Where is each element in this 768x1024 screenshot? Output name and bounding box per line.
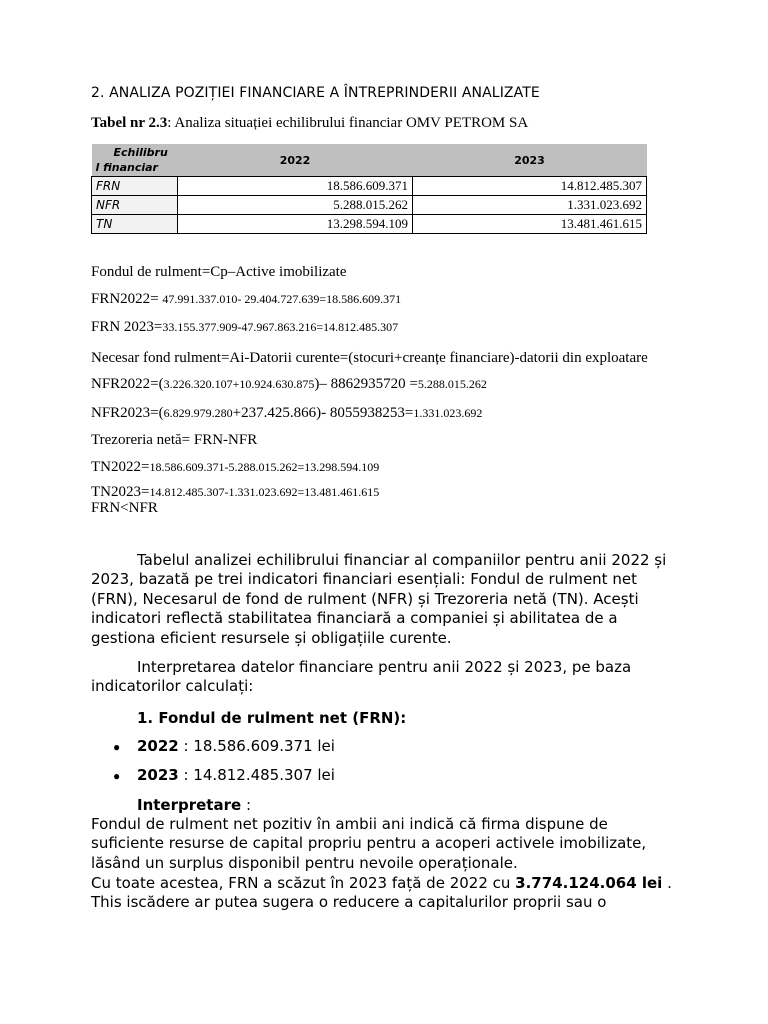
header-indicator-line1: Echilibru: [113, 146, 168, 159]
frn2023-label: FRN 2023=: [91, 319, 163, 335]
p2-text-start: Cu toate acestea, FRN a scăzut în 2023 față de 2022 cu: [91, 874, 516, 892]
interpretation-paragraph-2: [91, 874, 676, 913]
frn2022-calc: 47.991.337.010- 29.404.727.639=18.586.609.371: [162, 292, 402, 306]
header-2023: 2023: [413, 144, 647, 177]
nfr2022-calc: 3.226.320.107+10.924.630.875: [163, 377, 315, 391]
cell-2023: 13.481.461.615: [413, 215, 647, 234]
interpretation-intro: Interpretarea datelor financiare pentru anii 2022 și 2023, pe baza indicatorilor calculați:: [91, 658, 632, 696]
frn-subheading: 1. Fondul de rulment net (FRN):: [137, 709, 407, 727]
table-row: [92, 215, 647, 234]
frn-nfr-comparison: FRN<NFR: [91, 500, 158, 516]
bullet-icon: ●: [113, 769, 121, 783]
cell-2023: 14.812.485.307: [413, 177, 647, 196]
interpretation-label: [137, 796, 251, 814]
nfr2022-rest: )– 8862935720 =: [314, 376, 418, 392]
frn2022-formula: [91, 290, 401, 308]
nfr2023-calc: 6.829.979.280: [163, 406, 233, 420]
table-caption: [91, 115, 528, 132]
tn2022-label: TN2022=: [91, 459, 150, 475]
p2-text-end: . This iscădere ar putea sugera o reducere a capitalurilor proprii sau o: [91, 874, 672, 912]
tn2023-calc: 14.812.485.307-1.331.023.692=13.481.461.615: [149, 485, 380, 499]
nfr-definition: Necesar fond rulment=Ai-Datorii curente=(stocuri+creanțe financiare)-datorii din exploatare: [91, 350, 648, 366]
cell-2022: 5.288.015.262: [178, 196, 413, 215]
header-indicator: [92, 144, 178, 177]
tn-definition: Trezoreria netă= FRN-NFR: [91, 432, 258, 448]
nfr2022-label: NFR2022=(: [91, 376, 164, 392]
row-label: FRN: [92, 177, 178, 196]
nfr2023-formula: [91, 404, 482, 422]
p2-amount: 3.774.124.064 lei: [515, 874, 663, 892]
row-label: TN: [92, 215, 178, 234]
tn2022-calc: 18.586.609.371-5.288.015.262=13.298.594.109: [149, 460, 380, 474]
table-caption-label: Tabel nr 2.3: [91, 115, 168, 131]
frn2022-label: FRN2022=: [91, 291, 163, 307]
nfr2022-formula: [91, 375, 487, 393]
bullet-value: : 18.586.609.371 lei: [178, 737, 335, 755]
bullet-icon: ●: [113, 740, 121, 754]
header-2022: 2022: [178, 144, 413, 177]
table-header-row: [92, 144, 647, 177]
header-indicator-line2: l financiar: [95, 161, 158, 174]
table-row: [92, 177, 647, 196]
interpretation-paragraph-1: Fondul de rulment net pozitiv în ambii ani indică că firma dispune de suficiente resurse de capital propriu pentru a acoperi activele imobilizate, lăsând un surplus disponibil pentru nevoile operaționale.: [91, 815, 647, 872]
bullet-year: 2023: [137, 766, 179, 784]
nfr2022-result: 5.288.015.262: [417, 377, 487, 391]
tn2023-label: TN2023=: [91, 484, 150, 500]
interpretation-word: Interpretare: [137, 796, 242, 814]
frn2023-calc: 33.155.377.909-47.967.863.216=14.812.485.307: [162, 320, 399, 334]
bullet-value: : 14.812.485.307 lei: [178, 766, 335, 784]
financial-balance-table: [91, 144, 647, 234]
cell-2022: 18.586.609.371: [178, 177, 413, 196]
tn2022-formula: [91, 458, 379, 476]
tn2023-formula: [91, 483, 379, 501]
cell-2023: 1.331.023.692: [413, 196, 647, 215]
nfr2023-label: NFR2023=(: [91, 405, 164, 421]
interpretation-colon: :: [241, 796, 252, 814]
nfr2023-result: 1.331.023.692: [413, 406, 483, 420]
cell-2022: 13.298.594.109: [178, 215, 413, 234]
row-label: NFR: [92, 196, 178, 215]
list-item: [137, 737, 335, 755]
list-item: [137, 766, 335, 784]
nfr2023-rest: +237.425.866)- 8055938253=: [232, 405, 414, 421]
frn-definition: Fondul de rulment=Cp–Active imobilizate: [91, 264, 347, 280]
bullet-year: 2022: [137, 737, 179, 755]
table-caption-text: : Analiza situației echilibrului financiar OMV PETROM SA: [167, 115, 529, 131]
table-row: [92, 196, 647, 215]
section-heading: 2. ANALIZA POZIȚIEI FINANCIARE A ÎNTREPRINDERII ANALIZATE: [91, 85, 540, 101]
intro-paragraph: Tabelul analizei echilibrului financiar al companiilor pentru anii 2022 și 2023, bazată pe trei indicatori financiari esențiali: Fondul de rulment net (FRN), Necesarul de fond de rulment (NFR) și Trezoreria netă (TN). Acești indicatori reflectă stabilitatea financiară a companiei și abilitatea de a gestiona eficient resursele și obligațiile curente.: [91, 551, 667, 647]
frn2023-formula: [91, 318, 398, 336]
